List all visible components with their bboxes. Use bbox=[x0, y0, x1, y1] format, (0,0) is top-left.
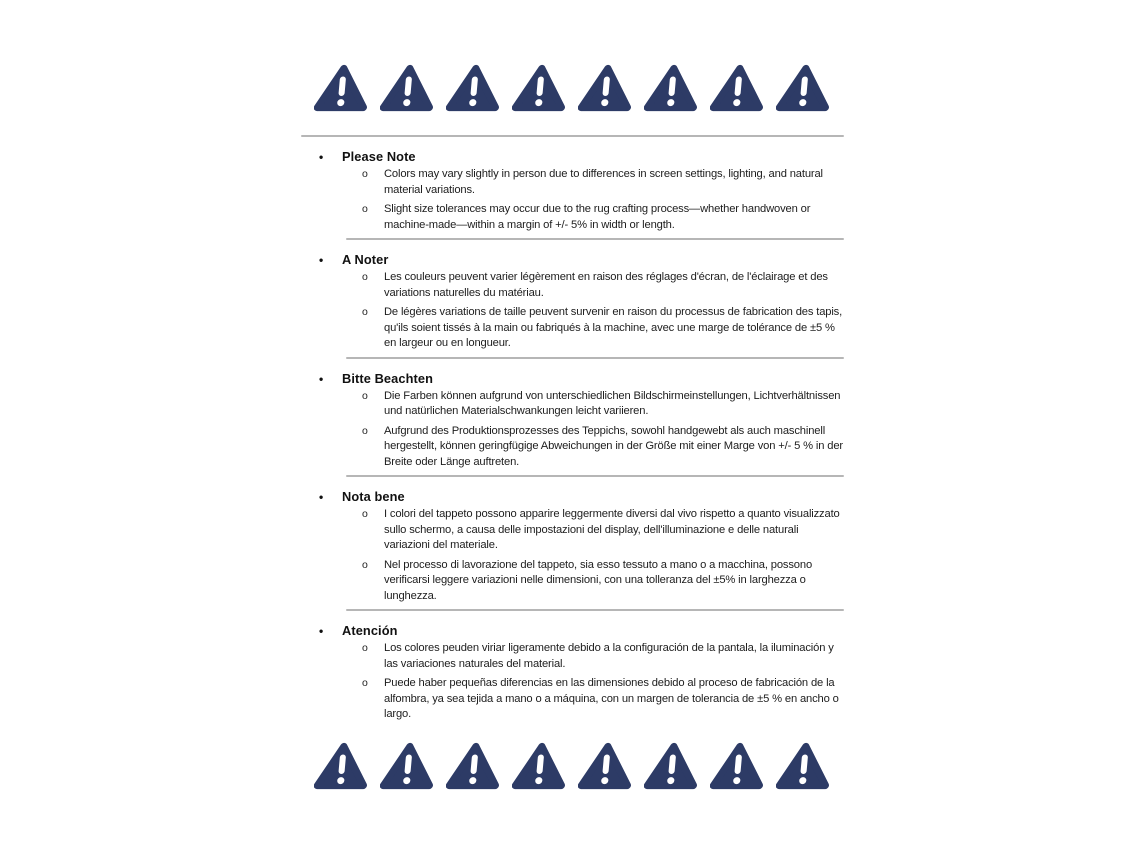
sub-bullet-marker: o bbox=[362, 677, 368, 689]
list-item bbox=[301, 389, 844, 420]
sub-bullet-marker: o bbox=[362, 424, 368, 437]
note-section-fr bbox=[301, 240, 844, 352]
sub-bullet-marker: o bbox=[362, 271, 368, 283]
heading-row bbox=[301, 371, 844, 386]
list-item bbox=[301, 424, 844, 471]
warning-icon bbox=[314, 740, 369, 792]
sub-bullet-marker: o bbox=[362, 642, 368, 654]
note-text: Los colores peuden viriar ligeramente debido a la configuración de la pantala, la iluminación y las variaciones naturales del material. bbox=[384, 642, 834, 670]
heading-row bbox=[301, 252, 844, 267]
warning-icon bbox=[776, 62, 831, 114]
note-text: Les couleurs peuvent varier légèrement en raison des réglages d'écran, de l'éclairage et des variations naturelles du matériau. bbox=[384, 271, 828, 299]
warning-icon bbox=[446, 62, 501, 114]
sub-bullet-marker: o bbox=[362, 558, 368, 571]
sub-bullet-marker: o bbox=[362, 168, 368, 180]
note-section-es bbox=[301, 611, 844, 723]
note-section-en bbox=[301, 137, 844, 233]
heading-row bbox=[301, 489, 844, 504]
warning-icon bbox=[578, 62, 633, 114]
list-item bbox=[301, 676, 844, 723]
warning-icon bbox=[644, 740, 699, 792]
warning-triangle-row-bottom bbox=[301, 740, 844, 792]
warning-icon bbox=[512, 62, 567, 114]
warning-icon bbox=[644, 62, 699, 114]
bullet-marker: • bbox=[319, 253, 324, 267]
sub-bullet-marker: o bbox=[362, 203, 368, 215]
list-item bbox=[301, 507, 844, 554]
section-heading: Bitte Beachten bbox=[342, 370, 433, 386]
note-text: I colori del tappeto possono apparire leggermente diversi dal vivo rispetto a quanto visualizzato sullo schermo, a causa delle impostazioni del display, dell'illuminazione e delle naturali variazioni del materiale. bbox=[384, 508, 840, 551]
list-item bbox=[301, 167, 844, 198]
note-section-it bbox=[301, 477, 844, 604]
bullet-marker: • bbox=[319, 371, 324, 386]
list-item bbox=[301, 305, 844, 352]
warning-icon bbox=[710, 62, 765, 114]
bullet-marker: • bbox=[319, 624, 324, 638]
section-heading: A Noter bbox=[342, 252, 389, 267]
warning-icon bbox=[512, 740, 567, 792]
section-heading: Please Note bbox=[342, 149, 416, 164]
warning-icon bbox=[380, 740, 435, 792]
warning-icon bbox=[446, 740, 501, 792]
bullet-marker: • bbox=[319, 150, 324, 164]
note-text: Slight size tolerances may occur due to the rug crafting process—whether handwoven or machine-made—within a margin of +/- 5% in width or length. bbox=[384, 203, 811, 231]
warning-triangle-row-top bbox=[301, 62, 844, 114]
note-text: Puede haber pequeñas diferencias en las dimensiones debido al proceso de fabricación de la alfombra, ya sea tejida a mano o a máquina, con un margen de tolerancia de ±5 % en ancho o largo. bbox=[384, 677, 839, 720]
note-text: De légères variations de taille peuvent survenir en raison du processus de fabrication des tapis, qu'ils soient tissés à la main ou fabriqués à la machine, avec une marge de tolérance de ±5 % en largeur ou en longueur. bbox=[384, 306, 843, 349]
warning-icon bbox=[776, 740, 831, 792]
warning-icon bbox=[314, 62, 369, 114]
list-item bbox=[301, 270, 844, 301]
page-root bbox=[301, 0, 844, 792]
note-text: Colors may vary slightly in person due to differences in screen settings, lighting, and natural material variations. bbox=[384, 168, 823, 196]
sub-bullet-marker: o bbox=[362, 306, 368, 318]
bullet-marker: • bbox=[319, 490, 324, 504]
heading-row bbox=[301, 623, 844, 638]
warning-icon bbox=[578, 740, 633, 792]
note-section-de bbox=[301, 359, 844, 471]
note-text: Aufgrund des Produktionsprozesses des Teppichs, sowohl handgewebt als auch maschinell hergestellt, können geringfügige Abweichungen in der Größe mit einer Marge von +/- 5 % in der Breite oder Länge auftreten. bbox=[384, 424, 843, 468]
list-item bbox=[301, 558, 844, 605]
heading-row bbox=[301, 149, 844, 164]
section-heading: Atención bbox=[342, 623, 398, 638]
warning-icon bbox=[380, 62, 435, 114]
list-item bbox=[301, 202, 844, 233]
sub-bullet-marker: o bbox=[362, 389, 368, 402]
note-text: Die Farben können aufgrund von unterschiedlichen Bildschirmeinstellungen, Lichtverhältnissen und natürlichen Materialschwankungen leicht variieren. bbox=[384, 389, 841, 417]
section-heading: Nota bene bbox=[342, 489, 405, 504]
sub-bullet-marker: o bbox=[362, 508, 368, 520]
list-item bbox=[301, 641, 844, 672]
note-text: Nel processo di lavorazione del tappeto, sia esso tessuto a mano o a macchina, possono verificarsi leggere variazioni nelle dimensioni, con una tolleranza del ±5% in larghezza o lunghezza. bbox=[384, 558, 813, 602]
warning-icon bbox=[710, 740, 765, 792]
